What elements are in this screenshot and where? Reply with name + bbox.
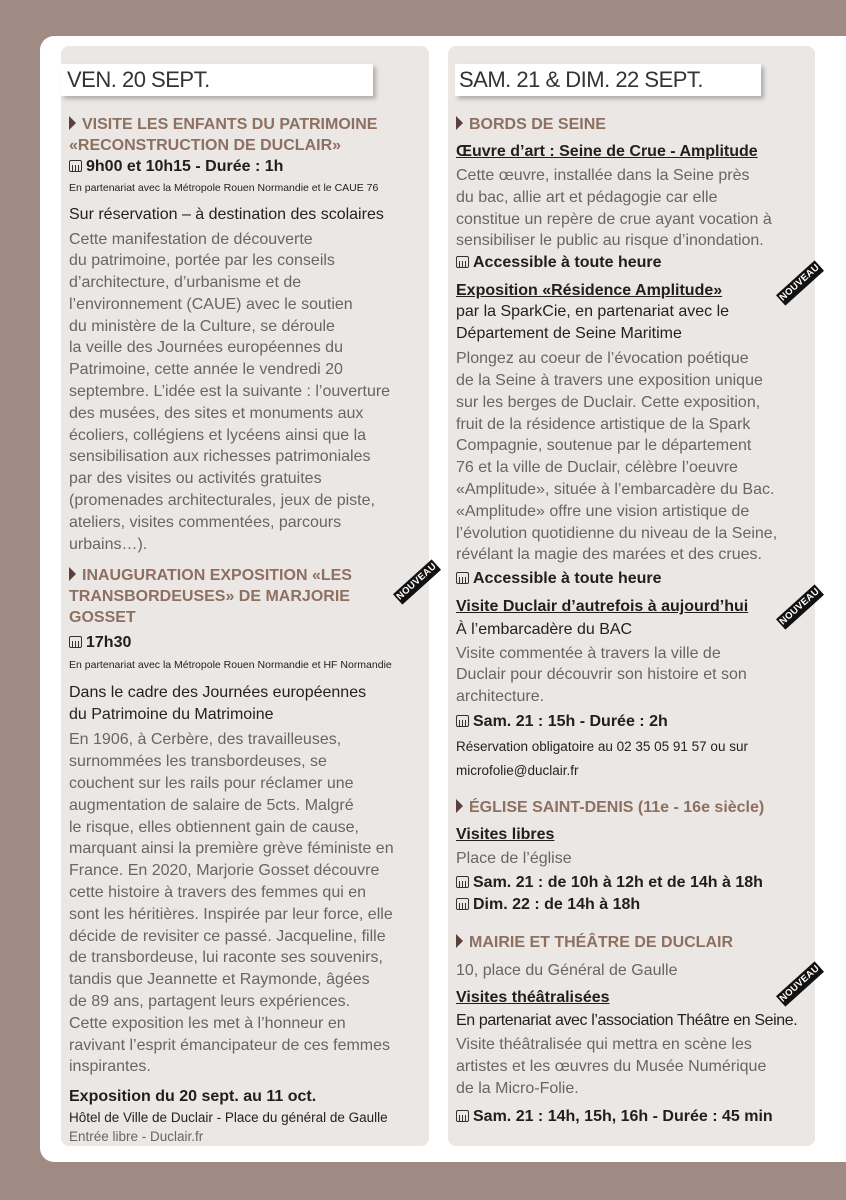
booking-email: microfolie@duclair.fr — [456, 763, 579, 779]
weekend-events — [456, 114, 822, 1128]
day-title-weekend: SAM. 21 & DIM. 22 SEPT. — [455, 64, 761, 96]
section-title: BORDS DE SEINE — [456, 114, 807, 135]
event-subtitle: Dans le cadre des Journées européennes — [69, 684, 367, 702]
work-description: Visite commentée à travers la ville de Duclair pour découvrir son histoire et son architecture. — [456, 644, 747, 706]
visit-time: Sam. 21 : 15h - Durée : 2h — [456, 711, 807, 733]
visit-title: Visites libres — [456, 826, 555, 844]
event-time: 9h00 et 10h15 - Durée : 1h — [69, 156, 421, 178]
event-title: VISITE LES ENFANTS DU PATRIMOINE — [69, 114, 421, 135]
weekend-column — [448, 46, 822, 1146]
visit-place: Place de l’église — [456, 850, 572, 868]
partner-note: En partenariat avec l’association Théâtre en Seine. — [456, 1011, 798, 1029]
calendar-icon — [456, 1110, 469, 1122]
calendar-icon — [69, 160, 82, 172]
calendar-icon — [456, 715, 469, 727]
section-title: MAIRIE ET THÉÂTRE DE DUCLAIR — [456, 932, 807, 953]
event-subtitle: Sur réservation – à destination des scolaires — [69, 206, 384, 223]
friday-events — [69, 114, 439, 1146]
event-title: INAUGURATION EXPOSITION «LES — [69, 565, 421, 586]
triangle-bullet-icon — [69, 567, 76, 581]
event-time: 17h30 — [69, 632, 421, 654]
triangle-bullet-icon — [69, 116, 76, 130]
visit-description: Visite théâtralisée qui mettra en scène les artistes et les œuvres du Musée Numérique de la Micro-Folie. — [456, 1036, 767, 1097]
access-info: Accessible à toute heure — [456, 252, 807, 274]
day-title-friday: VEN. 20 SEPT. — [61, 64, 373, 96]
triangle-bullet-icon — [456, 116, 463, 130]
calendar-icon — [456, 256, 469, 268]
friday-column — [61, 46, 439, 1146]
access-info: Accessible à toute heure — [456, 568, 807, 590]
calendar-icon — [456, 876, 469, 888]
partner-note: En partenariat avec la Métropole Rouen Normandie et HF Normandie — [69, 659, 392, 672]
visit-time: Dim. 22 : de 14h à 18h — [456, 894, 807, 916]
new-badge: NOUVEAU — [776, 961, 824, 1006]
calendar-icon — [456, 898, 469, 910]
triangle-bullet-icon — [456, 934, 463, 948]
work-place: À l’embarcadère du BAC — [456, 621, 633, 639]
new-badge: NOUVEAU — [393, 560, 441, 605]
exhibition-entry: Entrée libre - Duclair.fr — [69, 1129, 204, 1145]
calendar-icon — [456, 572, 469, 584]
triangle-bullet-icon — [456, 799, 463, 813]
event-title-line2: «RECONSTRUCTION DE DUCLAIR» — [69, 137, 342, 154]
partner-note: En partenariat avec la Métropole Rouen Normandie et le CAUE 76 — [69, 182, 379, 194]
work-description: Plongez au coeur de l’évocation poétique de la Seine à travers une exposition unique sur les berges de Duclair. Cette exposition, fruit de la résidence artistique de la Spark Compagnie, soutenue par le département 76 et la ville de Duclair, célèbre l’oeuvre «Amplitude», située à l’embarcadère du Bac. «Amplitude» offre une vision artistique de l’évolution quotidienne du niveau de la Seine, révélant la magie des marées et des crues. — [456, 350, 778, 564]
exhibition-dates: Exposition du 20 sept. au 11 oct. — [69, 1088, 317, 1106]
section-title: ÉGLISE SAINT-DENIS (11e - 16e siècle) — [456, 797, 807, 818]
visit-time: Sam. 21 : 14h, 15h, 16h - Durée : 45 min — [456, 1106, 807, 1128]
work-subtitle-line2: Département de Seine Maritime — [456, 324, 682, 342]
event-subtitle-line2: du Patrimoine du Matrimoine — [69, 705, 274, 723]
new-badge: NOUVEAU — [776, 261, 824, 306]
work-description: Cette œuvre, installée dans la Seine près du bac, allie art et pédagogie car elle constitue un repère de crue ayant vocation à sensibiliser le public au risque d’inondation. — [456, 167, 772, 250]
event-block — [69, 561, 439, 628]
exhibition-place: Hôtel de Ville de Duclair - Place du général de Gaulle — [69, 1110, 388, 1126]
work-title: Visite Duclair d’autrefois à aujourd’hui — [456, 598, 749, 616]
new-badge: NOUVEAU — [776, 585, 824, 630]
calendar-icon — [69, 636, 82, 648]
booking-info: Réservation obligatoire au 02 35 05 91 57 ou sur — [456, 739, 748, 755]
section-address: 10, place du Général de Gaulle — [456, 961, 678, 979]
event-title-line2: TRANSBORDEUSES» DE MARJORIE GOSSET — [69, 588, 350, 627]
visit-time: Sam. 21 : de 10h à 12h et de 14h à 18h — [456, 872, 807, 894]
work-title: Œuvre d’art : Seine de Crue - Amplitude — [456, 143, 758, 160]
event-description: En 1906, à Cerbère, des travailleuses, surnommées les transbordeuses, se couchent sur les rails pour réclamer une augmentation de salaire de 5cts. Malgré le risque, elles obtiennent gain de cause, marquant ainsi la première grève féministe en France. En 2020, Marjorie Gosset découvre cette histoire à travers des femmes qui en sont les héritières. Inspirée par leur force, elle décide de revisiter ce passé. Jacqueline, fille de transbordeuse, lui raconte ses souvenirs, tandis que Jeannette et Raymonde, âgées de 89 ans, partagent leurs expériences. Cette exposition les met à l’honneur en ravivant l’esprit émancipateur de ces femmes inspirantes. — [69, 731, 394, 1076]
event-description: Cette manifestation de découverte du patrimoine, portée par les conseils d’architecture, d’urbanisme et de l’environnement (CAUE) avec le soutien du ministère de la Culture, se déroule la veille des Journées européennes du Patrimoine, cette année le vendredi 20 septembre. L’idée est la suivante : l’ouverture des musées, des sites et monuments aux écoliers, collégiens et lycéens ainsi que la sensibilisation aux richesses patrimoniales par des visites ou activités gratuites (promenades architecturales, jeux de piste, ateliers, visites commentées, parcours urbains…). — [69, 230, 391, 553]
work-title: Exposition «Résidence Amplitude» — [456, 282, 723, 300]
work-subtitle: par la SparkCie, en partenariat avec le — [456, 303, 730, 321]
visit-title: Visites théâtralisées — [456, 988, 610, 1006]
work-block — [456, 586, 822, 628]
